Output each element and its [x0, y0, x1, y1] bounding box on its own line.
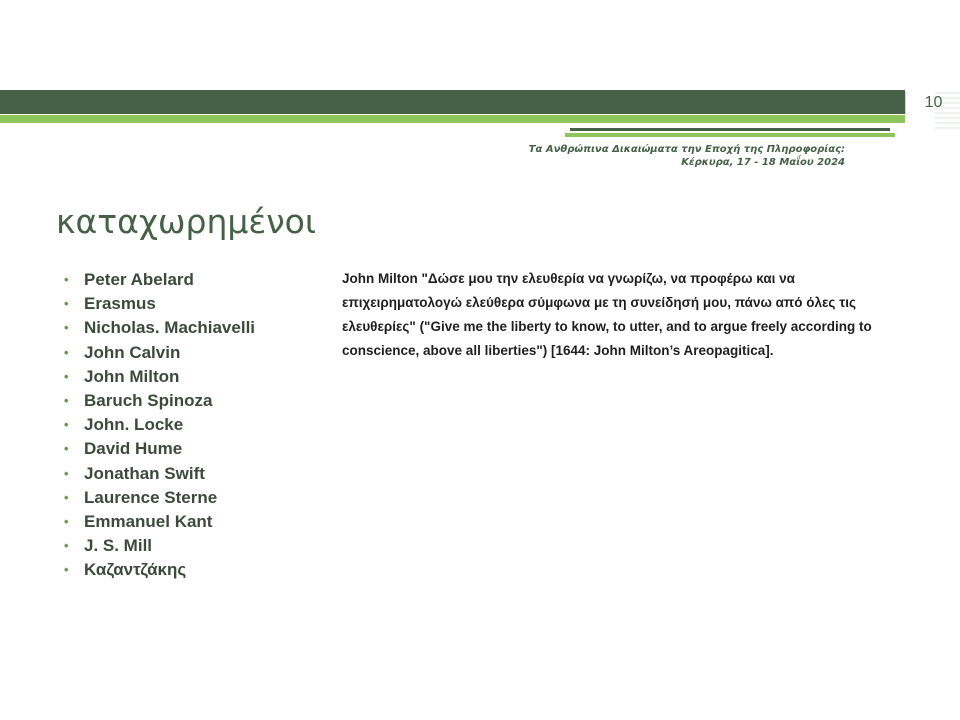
slide-title: καταχωρημένοι — [56, 202, 317, 241]
bullet-icon: • — [64, 320, 69, 336]
list-item-label: Nicholas. Machiavelli — [84, 318, 256, 338]
list-item — [60, 510, 255, 534]
list-item — [60, 437, 255, 461]
list-item-label: Baruch Spinoza — [84, 391, 213, 411]
bullet-icon: • — [64, 514, 69, 530]
list-item — [60, 462, 255, 486]
list-item-label: Laurence Sterne — [84, 487, 218, 507]
bullet-icon: • — [64, 538, 69, 554]
bullet-icon: • — [64, 272, 69, 287]
list-item-label: Emmanuel Kant — [84, 512, 213, 532]
header-bar-dark — [0, 90, 905, 114]
people-list — [60, 268, 255, 583]
list-item-label: Erasmus — [84, 294, 156, 314]
list-item-label: John Calvin — [84, 342, 181, 362]
list-item-label: John Milton — [84, 366, 180, 386]
header-bar-light — [0, 115, 905, 123]
list-item-label: J. S. Mill — [84, 536, 153, 556]
subtitle-line-1: Τα Ανθρώπινα Δικαιώματα την Εποχή της Πληροφορίας: — [528, 144, 845, 155]
list-item — [60, 534, 255, 558]
bullet-icon: • — [64, 441, 69, 457]
bullet-icon: • — [64, 465, 69, 481]
header-accent-bar-light — [565, 133, 895, 137]
list-item — [60, 316, 255, 340]
header-accent-bar-dark — [570, 128, 890, 131]
bullet-icon: • — [64, 344, 69, 360]
list-item-label: David Hume — [84, 439, 183, 459]
list-item-label: Καζαντζάκης — [84, 560, 187, 580]
list-item — [60, 413, 255, 437]
list-item — [60, 365, 255, 389]
list-item — [60, 268, 255, 292]
list-item-label: Jonathan Swift — [84, 463, 205, 483]
bullet-icon: • — [64, 562, 69, 578]
list-item-label: Peter Abelard — [84, 270, 194, 289]
bullet-icon: • — [64, 296, 69, 312]
bullet-icon: • — [64, 393, 69, 409]
list-item-label: John. Locke — [84, 415, 184, 435]
bullet-icon: • — [64, 368, 69, 384]
bullet-icon: • — [64, 417, 69, 433]
subtitle-line-2: Κέρκυρα, 17 - 18 Μαΐου 2024 — [681, 157, 845, 168]
page-number: 10 — [905, 92, 960, 114]
list-item — [60, 558, 255, 582]
list-item — [60, 389, 255, 413]
list-item — [60, 486, 255, 510]
slide-subtitle — [500, 143, 845, 169]
bullet-icon: • — [64, 489, 69, 505]
list-item — [60, 292, 255, 316]
milton-quote: John Milton "Δώσε μου την ελευθερία να γνωρίζω, να προφέρω και να επιχειρηματολογώ ελεύθερα σύμφωνα με τη συνείδησή μου, πάνω από όλες τις ελευθερίες" ("Give me the liberty to know, to utter, and to argue freely according to conscience, above all liberties") [1644: John Milton’s Areopagitica]. — [342, 271, 872, 358]
list-item — [60, 341, 255, 365]
